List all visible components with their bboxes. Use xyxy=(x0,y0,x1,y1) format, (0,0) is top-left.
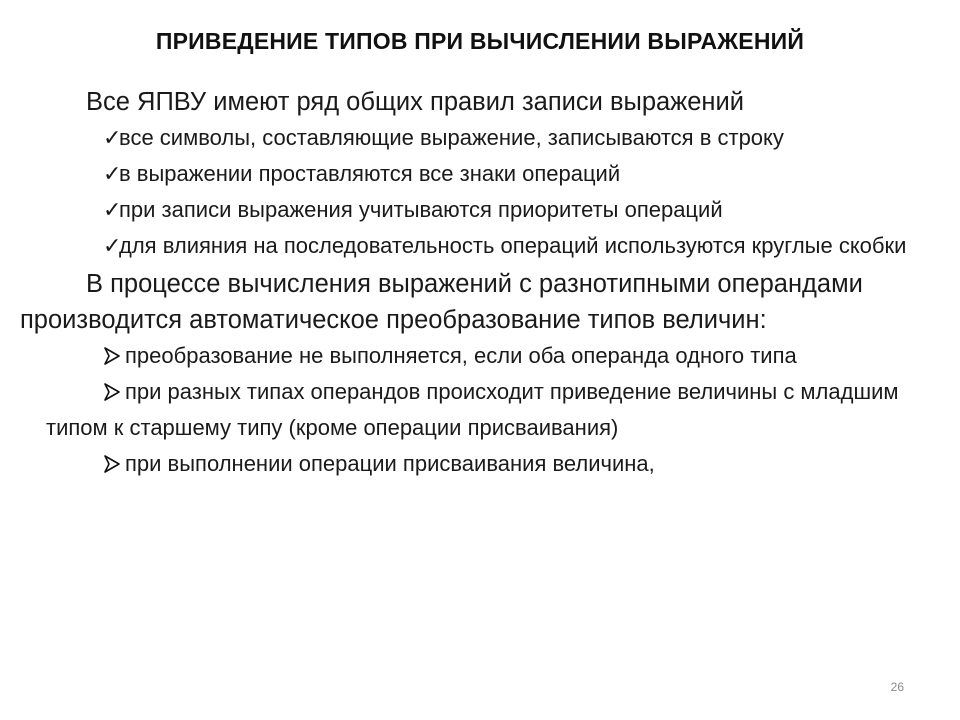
checkmark-icon: ✓ xyxy=(103,233,122,258)
rule-text: все символы, составляющие выражение, записываются в строку xyxy=(119,125,784,150)
conversion-intro-text: В процессе вычисления выражений с разнотипными операндами производится автоматическое преобразование типов величин: xyxy=(20,270,863,334)
conversion-rules-list xyxy=(20,338,945,482)
arrowhead-icon xyxy=(103,347,125,365)
arrowhead-icon xyxy=(103,383,125,401)
slide-content xyxy=(20,84,945,482)
rule-text: для влияния на последовательность операций используются круглые скобки xyxy=(119,233,907,258)
list-item xyxy=(20,120,945,156)
slide-title: ПРИВЕДЕНИЕ ТИПОВ ПРИ ВЫЧИСЛЕНИИ ВЫРАЖЕНИЙ xyxy=(155,28,805,54)
rule-text: при записи выражения учитываются приоритеты операций xyxy=(119,197,723,222)
list-item xyxy=(20,374,945,446)
list-item xyxy=(20,338,945,374)
intro-text: Все ЯПВУ имеют ряд общих правил записи выражений xyxy=(86,88,744,116)
list-item xyxy=(20,156,945,192)
page-number: 26 xyxy=(890,680,904,694)
list-item xyxy=(20,446,945,482)
conversion-rule-text: при разных типах операндов происходит приведение величины с младшим типом к старшему типу (кроме операции присваивания) xyxy=(46,379,899,440)
arrowhead-icon xyxy=(103,455,125,473)
checkmark-icon: ✓ xyxy=(103,125,122,150)
list-item xyxy=(20,228,945,264)
checkmark-icon: ✓ xyxy=(103,197,122,222)
list-item xyxy=(20,192,945,228)
rule-text: в выражении проставляются все знаки операций xyxy=(119,161,621,186)
conversion-rule-text: при выполнении операции присваивания величина, xyxy=(125,451,655,476)
rules-list xyxy=(20,120,945,264)
conversion-rule-text: преобразование не выполняется, если оба операнда одного типа xyxy=(125,343,797,368)
checkmark-icon: ✓ xyxy=(103,161,122,186)
